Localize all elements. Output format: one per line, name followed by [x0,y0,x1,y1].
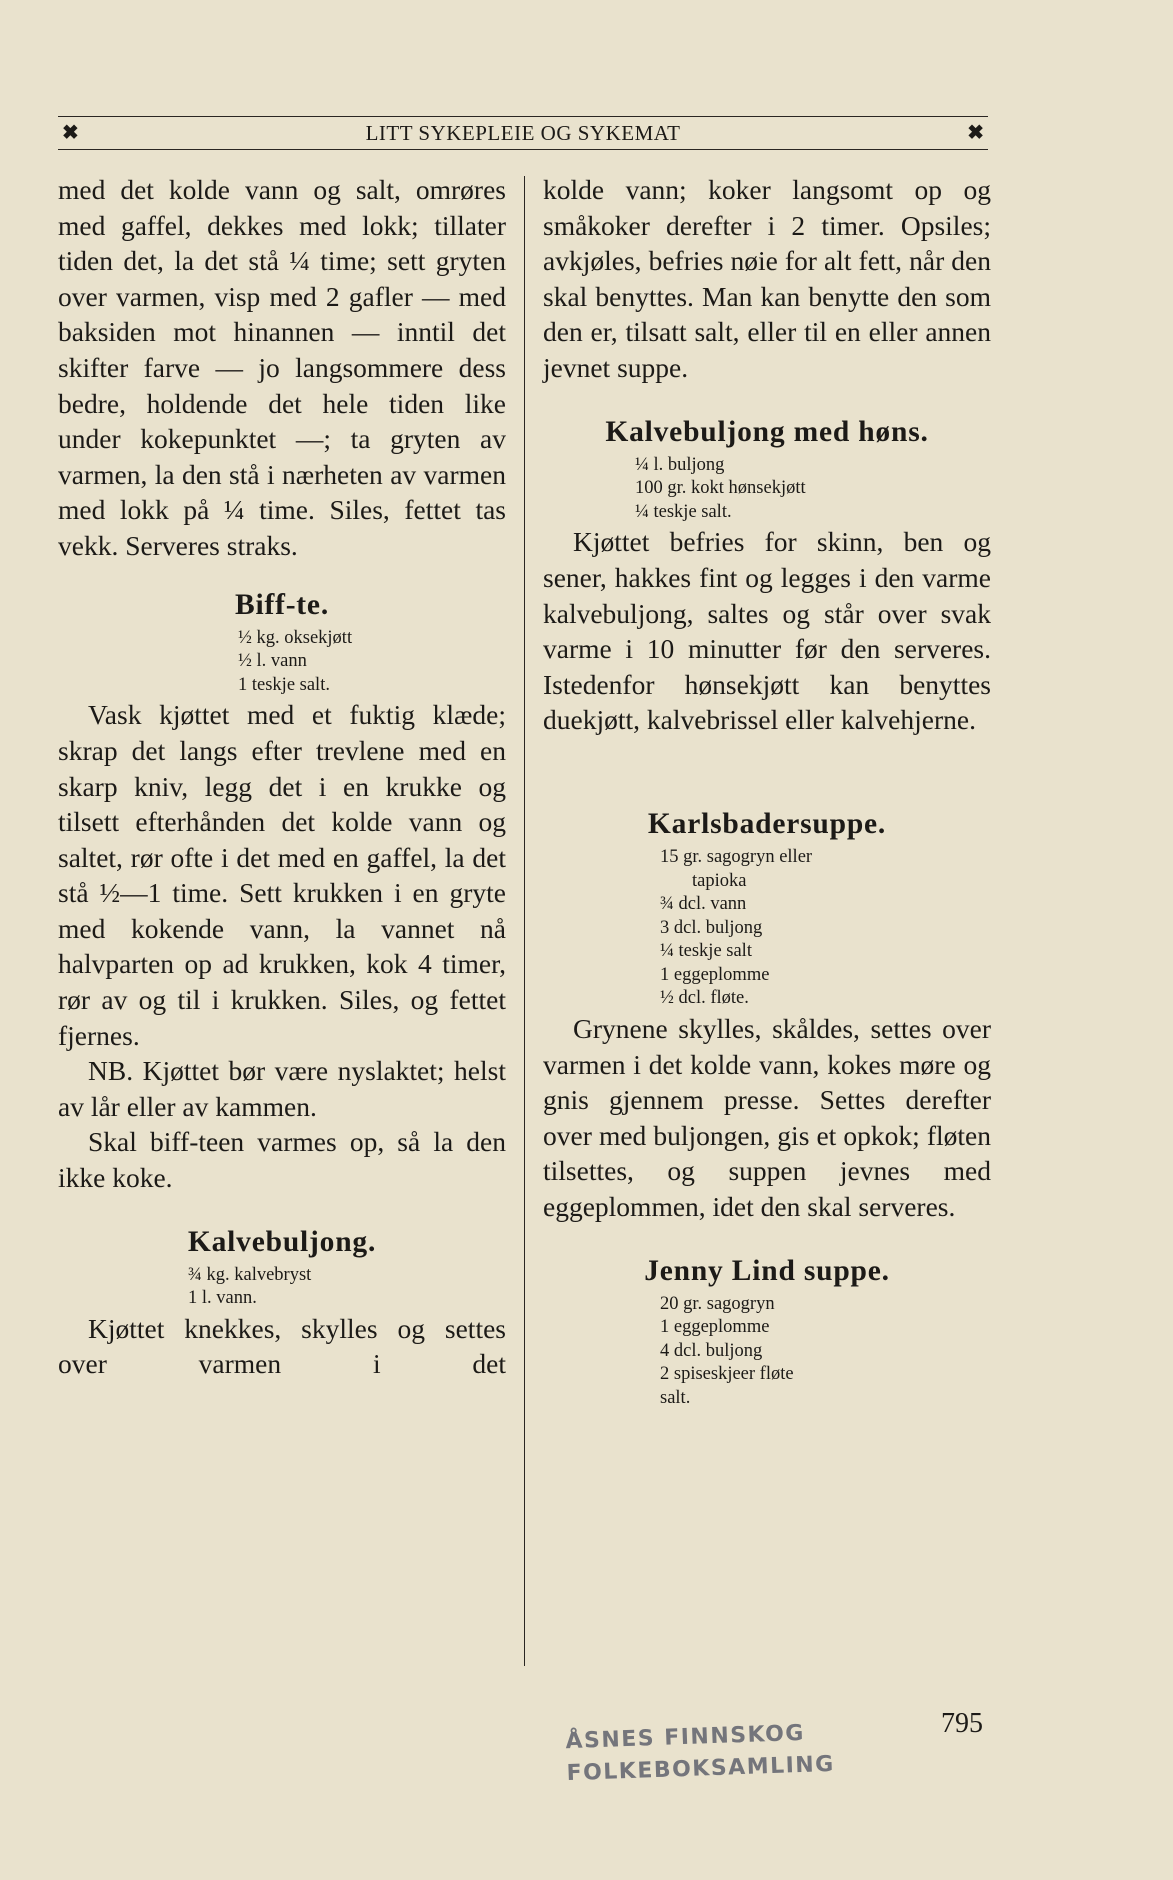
page-number: 795 [941,1708,983,1739]
ingredient-item: ¼ teskje salt. [635,501,732,522]
running-header [58,116,988,150]
recipe-instructions-karlsbadersuppe: Grynene skylles, skåldes, settes over varmen i det kolde vann, kokes møre og gnis gjennem presse. Settes derefter over med buljongen, gis et opkok; fløten tilsettes, og suppen jevnes med eggeplommen, idet den skal serveres. [543,1013,991,1223]
ingredient-item: 3 dcl. buljong [660,917,763,938]
ingredient-item: tapioka [692,870,747,891]
recipe-instructions-kalvebuljong-med-hons: Kjøttet befries for skinn, ben og sener, hakkes fint og legges i den varme kalvebuljong, saltes og står over svak varme i 10 minutter før den serveres. Istedenfor hønsekjøtt kan benyttes duekjøtt, kalvebrissel eller kalvehjerne. [543,526,991,736]
ingredient-item: 1 eggeplomme [660,1317,770,1338]
recipe-tip-biff-te: Skal biff-teen varmes op, så la den ikke koke. [58,1126,506,1194]
left-column [58,172,506,1382]
ingredient-item: ½ dcl. fløte. [660,988,749,1009]
stamp-line: ÅSNES FINNSKOG [565,1720,806,1755]
header-rule-bottom [58,149,988,150]
recipe-title-biff-te: Biff-te. [234,588,330,621]
recipe-instructions-kalvebuljong: Kjøttet knekkes, skylles og settes over varmen i det [58,1312,506,1380]
ingredient-list-kalvebuljong [188,1264,506,1311]
ingredient-item: salt. [660,1388,691,1408]
ingredient-item: ¼ l. buljong [635,454,725,475]
recipe-instructions-biff-te: Vask kjøttet med et fuktig klæde; skrap det langs efter trevlene med en skarp kniv, legg det i en krukke og tilsett efterhånden det kolde vann og saltet, rør ofte i det med en gaffel, la det stå ½—1 time. Sett krukken i en gryte med kokende vann, la vannet nå halvparten op ad krukken, kok 4 timer, rør av og til i krukken. Siles, og fettet fjernes. [58,699,506,1051]
ingredient-list-kalvebuljong-med-hons [635,454,991,525]
ingredient-item: 100 gr. kokt hønsekjøtt [635,478,806,499]
continued-paragraph-kalvebuljong: kolde vann; koker langsomt op og småkoker derefter i 2 timer. Opsiles; avkjøles, befries nøie for alt fett, når den skal benyttes. Man kan benytte den som den er, tilsatt salt, eller til en eller annen jevnet suppe. [543,174,991,383]
recipe-title-jenny-lind-suppe: Jenny Lind suppe. [644,1254,890,1287]
recipe-title-kalvebuljong-med-hons: Kalvebuljong med høns. [605,415,929,448]
library-stamp [565,1718,836,1790]
ingredient-item: ½ kg. oksekjøtt [238,627,353,648]
ingredient-list-biff-te [238,627,506,698]
ingredient-item: ¾ kg. kalvebryst [188,1264,312,1285]
ingredient-item: 4 dcl. buljong [660,1340,763,1361]
right-column [543,172,991,1411]
recipe-title-kalvebuljong: Kalvebuljong. [187,1225,377,1258]
ingredient-list-jenny-lind-suppe [660,1293,991,1411]
continued-paragraph: med det kolde vann og salt, omrøres med gaffel, dekkes med lokk; tillater tiden det, la det stå ¼ time; sett gryten over varmen, visp med 2 gafler — med baksiden mot hinannen — inntil det skifter farve — jo langsommere dess bedre, holdende det hele tiden like under kokepunktet —; ta gryten av varmen, la den stå i nærheten av varmen med lokk på ¼ time. Siles, fettet tas vekk. Serveres straks. [58,174,506,561]
ingredient-item: 1 l. vann. [188,1288,257,1309]
ingredient-item: 20 gr. sagogryn [660,1293,775,1314]
ingredient-item: 15 gr. sagogryn eller [660,846,813,867]
header-title: LITT SYKEPLEIE OG SYKEMAT [365,121,681,145]
column-divider [524,176,525,1666]
recipe-title-karlsbadersuppe: Karlsbadersuppe. [647,807,887,840]
ingredient-item: ¾ dcl. vann [660,894,747,915]
ingredient-item: ½ l. vann [238,651,307,672]
ingredient-item: ¼ teskje salt [660,941,752,962]
ingredient-item: 2 spiseskjeer fløte [660,1364,794,1385]
recipe-note-biff-te: NB. Kjøttet bør være nyslaktet; helst av lår eller av kammen. [58,1055,506,1122]
stamp-line: FOLKEBOKSAMLING [566,1751,836,1787]
ingredient-list-karlsbadersuppe [660,846,991,1011]
header-ornament-right: ✖ [967,120,984,144]
header-rule-top [58,116,988,117]
header-ornament-left: ✖ [62,120,79,144]
ingredient-item: 1 teskje salt. [238,674,330,695]
ingredient-item: 1 eggeplomme [660,964,770,985]
